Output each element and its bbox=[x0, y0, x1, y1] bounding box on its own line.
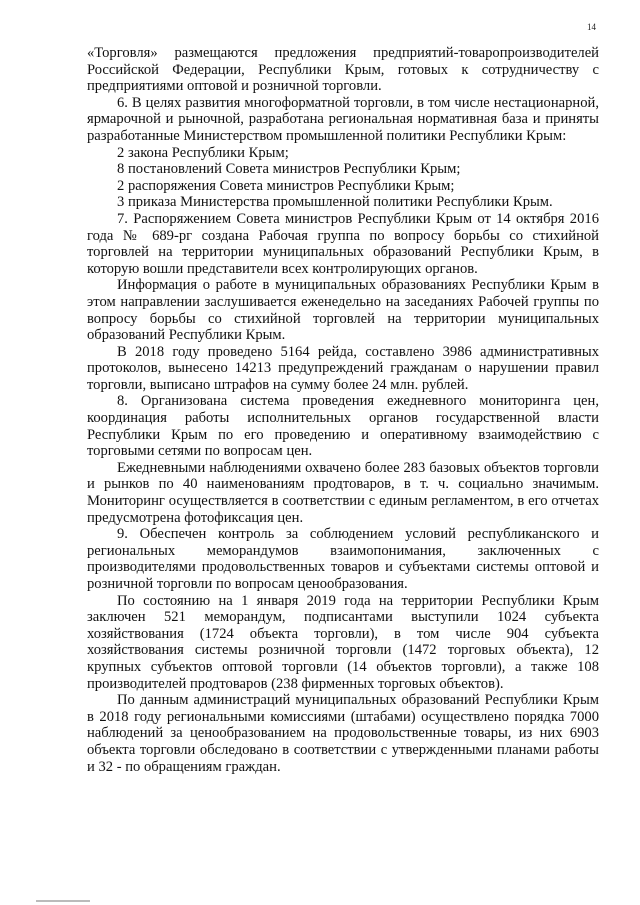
paragraph-item-8: 8. Организована система проведения ежедневного мониторинга цен, координация работы исполнительных органов государственной власти Республики Крым по его проведению и оперативному взаимодействию с торговыми сетями по вопросам цен. bbox=[87, 393, 599, 460]
paragraph-item-7: 7. Распоряжением Совета министров Республики Крым от 14 октября 2016 года № 689-рг создана Рабочая группа по вопросу борьбы со стихийной торговлей на территории муниципальных образований Республики Крым, в которую вошли представители всех контролирующих органов. bbox=[87, 210, 599, 277]
list-item-laws: 2 закона Республики Крым; bbox=[117, 144, 289, 161]
paragraph-working-group-info: Информация о работе в муниципальных образованиях Республики Крым в этом направлении заслушивается еженедельно на заседаниях Рабочей группы по вопросу борьбы со стихийной торговлей на территории муниципальных образований Республики Крым. bbox=[87, 277, 599, 344]
paragraph-continuation: «Торговля» размещаются предложения предприятий-товаропроизводителей Российской Федерации, Республики Крым, готовых к сотрудничеству с предприятиями оптовой и розничной торговли. bbox=[87, 45, 599, 95]
document-body bbox=[87, 45, 599, 775]
scan-footer-mark bbox=[36, 900, 90, 902]
list-item-orders-ministry: 3 приказа Министерства промышленной политики Республики Крым. bbox=[117, 194, 553, 211]
paragraph-daily-monitoring: Ежедневными наблюдениями охвачено более 283 базовых объектов торговли и рынков по 40 наименованиям продтоваров, в т. ч. социально значимым. Мониторинг осуществляется в соответствии с единым регламентом, в его отчетах предусмотрена фотофиксация цен. bbox=[87, 459, 599, 526]
page-number: 14 bbox=[587, 22, 596, 32]
paragraph-memoranda: По состоянию на 1 января 2019 года на территории Республики Крым заключен 521 меморандум, подписантами выступили 1024 субъекта хозяйствования (1724 объекта торговли), в том числе 904 субъекта хозяйствования системы розничной торговли (1472 торговых объекта), 12 крупных субъектов оптовой торговли (14 объектов торговли), а также 108 производителей продтоваров (238 фирменных торговых объектов). bbox=[87, 592, 599, 692]
list-item-resolutions: 8 постановлений Совета министров Республики Крым; bbox=[117, 161, 461, 178]
list-item-orders-council: 2 распоряжения Совета министров Республики Крым; bbox=[117, 177, 455, 194]
paragraph-item-9: 9. Обеспечен контроль за соблюдением условий республиканского и региональных меморандумов взаимопонимания, заключенных с производителями продовольственных товаров и субъектами системы оптовой и розничной торговли по вопросам ценообразования. bbox=[87, 526, 599, 592]
paragraph-price-observations: По данным администраций муниципальных образований Республики Крым в 2018 году региональными комиссиями (штабами) осуществлено порядка 7000 наблюдений за ценообразованием на продовольственные товары, из них 6903 объекта торговли обследовано в соответствии с утвержденными планами работы и 32 - по обращениям граждан. bbox=[87, 692, 599, 775]
paragraph-item-6: 6. В целях развития многоформатной торговли, в том числе нестационарной, ярмарочной и рыночной, разработана региональная нормативная база и приняты разработанные Министерством промышленной политики Республики Крым: bbox=[87, 94, 599, 144]
paragraph-raids-2018: В 2018 году проведено 5164 рейда, составлено 3986 административных протоколов, вынесено 14213 предупреждений гражданам о нарушении правил торговли, выписано штрафов на сумму более 24 млн. рублей. bbox=[87, 343, 599, 393]
